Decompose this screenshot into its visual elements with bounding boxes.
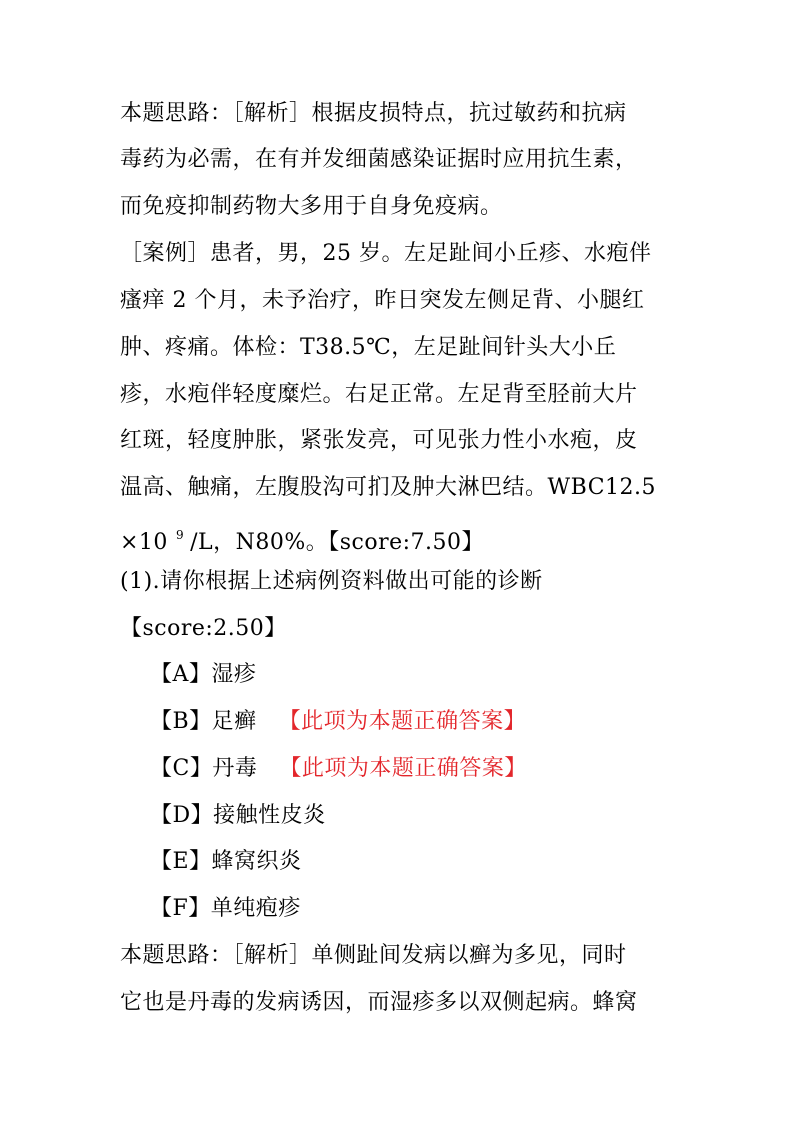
analysis-line: 而免疫抑制药物大多用于自身免疫病。 bbox=[120, 194, 503, 219]
option-c bbox=[150, 752, 527, 786]
analysis-line: 它也是丹毒的发病诱因，而湿疹多以双侧起病。蜂窝 bbox=[120, 990, 638, 1015]
case-line: 疹，水疱伴轻度糜烂。右足正常。左足背至胫前大片 bbox=[120, 382, 638, 407]
option-label: 【D】接触性皮炎 bbox=[150, 803, 326, 828]
case-line: 肿、疼痛。体检：T38.5℃，左足趾间针头大小丘 bbox=[120, 335, 617, 360]
question-score: 【score:2.50】 bbox=[120, 616, 287, 641]
option-label: 【F】单纯疱疹 bbox=[150, 896, 301, 921]
question-text: (1).请你根据上述病例资料做出可能的诊断 bbox=[120, 569, 543, 594]
case-line-score bbox=[120, 518, 485, 555]
analysis-line: 本题思路：［解析］单侧趾间发病以癣为多见，同时 bbox=[120, 943, 627, 968]
correct-answer-badge: 【此项为本题正确答案】 bbox=[278, 709, 527, 734]
option-d bbox=[150, 799, 326, 833]
option-e bbox=[150, 845, 302, 879]
option-label: 【A】湿疹 bbox=[150, 662, 257, 687]
correct-answer-badge: 【此项为本题正确答案】 bbox=[279, 756, 527, 781]
option-label: 【C】丹毒 bbox=[150, 756, 258, 781]
option-f bbox=[150, 892, 301, 926]
case-line: 红斑，轻度肿胀，紧张发亮，可见张力性小水疱，皮 bbox=[120, 428, 638, 453]
case-line: ［案例］患者，男，25 岁。左足趾间小丘疹、水疱伴 bbox=[120, 241, 652, 266]
case-wbc-prefix: ×10 bbox=[120, 530, 168, 555]
case-wbc-suffix: /L，N80%。【score:7.50】 bbox=[190, 530, 485, 555]
option-b bbox=[150, 705, 526, 739]
case-wbc-exponent: 9 bbox=[175, 528, 185, 542]
case-line: 瘙痒 2 个月，未予治疗，昨日突发左侧足背、小腿红 bbox=[120, 288, 645, 313]
case-line: 温高、触痛，左腹股沟可扪及肿大淋巴结。WBC12.5 bbox=[120, 475, 657, 500]
option-label: 【E】蜂窝织炎 bbox=[150, 849, 302, 874]
option-a bbox=[150, 658, 256, 692]
analysis-line: 毒药为必需，在有并发细菌感染证据时应用抗生素， bbox=[120, 147, 638, 172]
analysis-line: 本题思路：［解析］根据皮损特点，抗过敏药和抗病 bbox=[120, 101, 627, 126]
option-label: 【B】足癣 bbox=[150, 709, 257, 734]
